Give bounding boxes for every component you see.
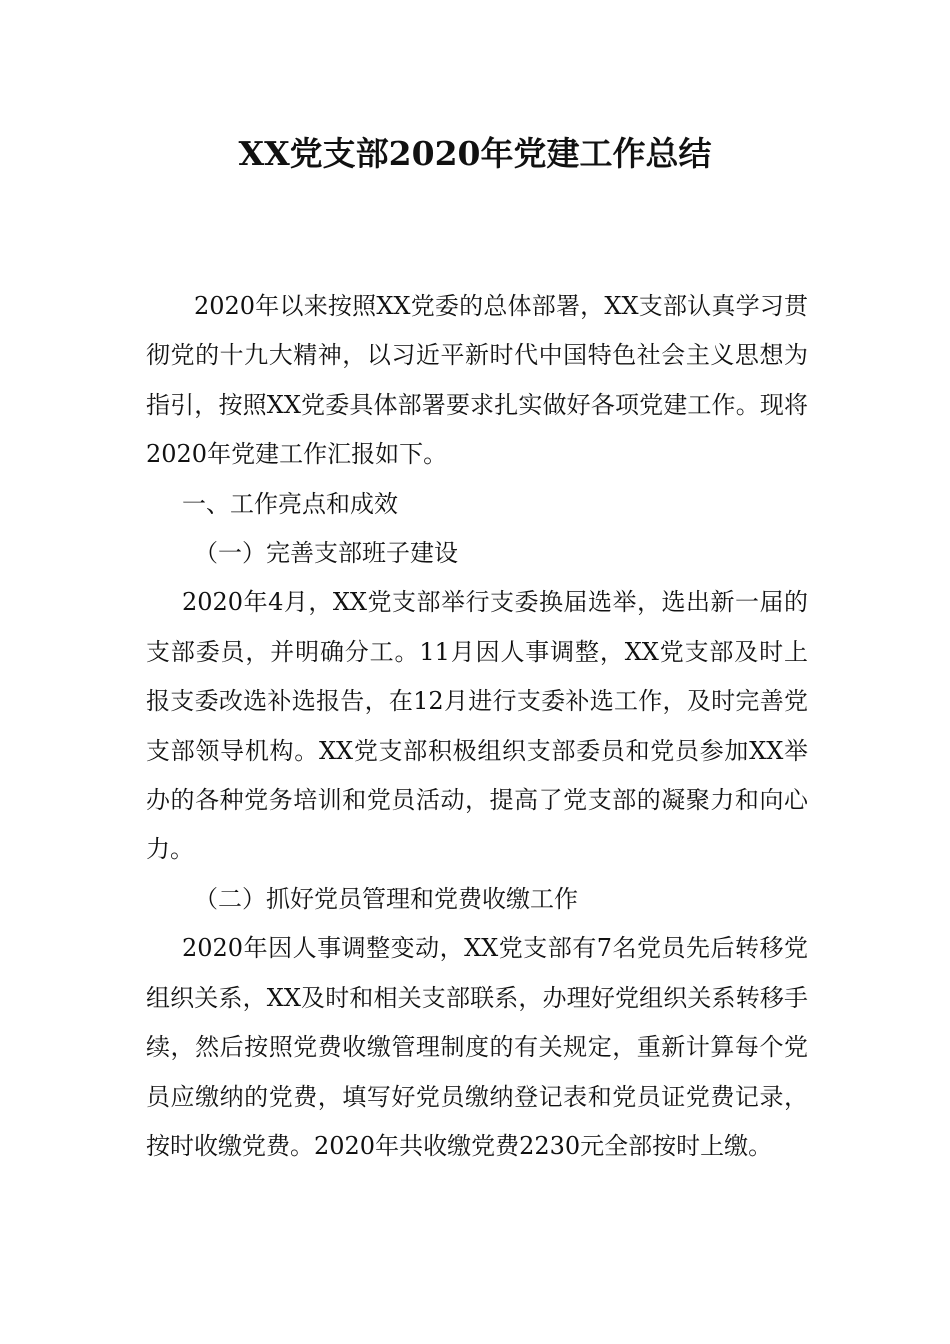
section-heading-highlights: 一、工作亮点和成效	[182, 489, 398, 518]
intro-paragraph: 2020年以来按照XX党委的总体部署，XX支部认真学习贯彻党的十九大精神，以习近平新时代中国特色社会主义思想为指引，按照XX党委具体部署要求扎实做好各项党建工作。现将2020年党建工作汇报如下。	[146, 292, 808, 469]
paragraph-branch-team: 2020年4月，XX党支部举行支委换届选举，选出新一届的支部委员，并明确分工。11月因人事调整，XX党支部及时上报支委改选补选报告，在12月进行支委补选工作，及时完善党支部领导机构。XX党支部积极组织支部委员和党员参加XX举办的各种党务培训和党员活动，提高了党支部的凝聚力和向心力。	[146, 588, 808, 864]
subsection-heading-branch-team: （一）完善支部班子建设	[194, 539, 458, 568]
document-body	[146, 282, 808, 1171]
subsection-heading-member-management: （二）抓好党员管理和党费收缴工作	[194, 884, 578, 913]
document-title: XX党支部2020年党建工作总结	[238, 134, 712, 173]
paragraph-member-management: 2020年因人事调整变动，XX党支部有7名党员先后转移党组织关系，XX及时和相关支部联系，办理好党组织关系转移手续，然后按照党费收缴管理制度的有关规定，重新计算每个党员应缴纳的党费，填写好党员缴纳登记表和党员证党费记录，按时收缴党费。2020年共收缴党费2230元全部按时上缴。	[146, 934, 808, 1160]
